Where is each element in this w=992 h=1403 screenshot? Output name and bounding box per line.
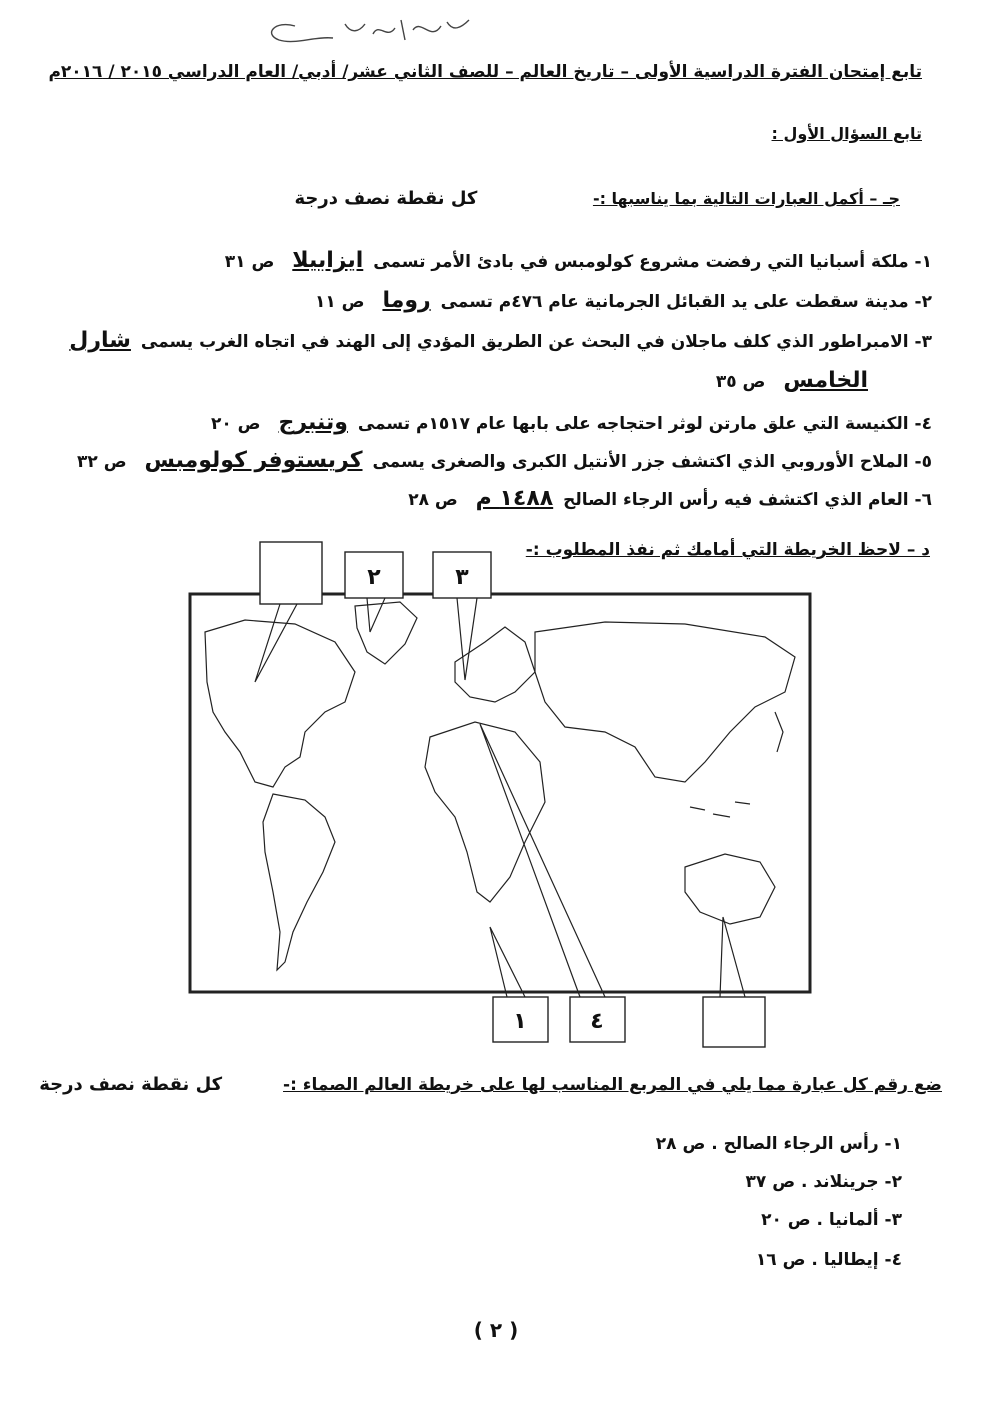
south-america-landmass [263, 794, 335, 970]
statement-2-text: ٢- مدينة سقطت على يد القبائل الجرمانية عام ٤٧٦م تسمى [440, 292, 932, 312]
africa-landmass [425, 722, 545, 902]
placement-item-4: ٤- إيطاليا . ص ١٦ [755, 1250, 902, 1270]
statement-5-page: ص ٣٢ [77, 452, 127, 472]
statement-1-page: ص ٣١ [224, 252, 275, 272]
placement-item-3: ٣- ألمانيا . ص ٢٠ [761, 1210, 902, 1230]
part-d-instruction: د – لاحظ الخريطة التي أمامك ثم نفذ المطلوب :- [525, 540, 930, 560]
statement-6 [408, 486, 932, 511]
statement-1-answer: ايزابيلا [292, 248, 364, 273]
part-e-points: كل نقطة نصف درجة [39, 1074, 223, 1095]
japan-islands [775, 712, 783, 752]
part-c-instruction-text: جـ – أكمل العبارات التالية بما يناسبها :- [592, 189, 900, 208]
map-box-top-right-label: ٣ [455, 565, 469, 590]
part-c-points: كل نقطة نصف درجة [294, 188, 478, 209]
statement-5 [77, 448, 932, 473]
statement-4 [211, 410, 932, 435]
statement-1-text: ١- ملكة أسبانيا التي رفضت مشروع كولومبس في بادئ الأمر تسمى [373, 252, 932, 272]
statement-3-answer: شارل [69, 328, 131, 353]
statement-3-text: ٣- الامبراطور الذي كلف ماجلان في البحث عن الطريق المؤدي إلى الهند في اتجاه الغرب يسمى [140, 332, 932, 352]
statement-5-answer: كريستوفر كولومبس [144, 448, 363, 473]
statement-4-answer: وتنبرج [278, 410, 348, 435]
pointer-box-top-middle [367, 598, 385, 632]
statement-3 [65, 328, 932, 353]
page-number: ( ٢ ) [473, 1318, 519, 1342]
statement-4-text: ٤- الكنيسة التي علق مارتن لوثر احتجاجه على بابها عام ١٥١٧م تسمى [357, 414, 932, 434]
statement-3-continued [716, 368, 872, 393]
statement-2-page: ص ١١ [314, 292, 365, 312]
part-c-instruction [294, 188, 900, 209]
statement-4-page: ص ٢٠ [210, 414, 261, 434]
part-e-instruction-text: ضع رقم كل عبارة مما يلي في المربع المناسب لها على خريطة العالم الصماء :- [283, 1075, 942, 1095]
handwritten-signature [255, 12, 485, 52]
placement-item-1: ١- رأس الرجاء الصالح . ص ٢٨ [655, 1134, 902, 1154]
placement-item-2: ٢- جرينلاند . ص ٣٧ [745, 1172, 902, 1192]
statement-5-text: ٥- الملاح الأوروبي الذي اكتشف جزر الأنتيل الكبرى والصغرى يسمى [372, 452, 932, 472]
statement-6-text: ٦- العام الذي اكتشف فيه رأس الرجاء الصالح [563, 490, 932, 510]
map-box-bottom-middle-label: ٤ [590, 1009, 604, 1034]
pointer-box-bottom-middle [480, 724, 605, 997]
statement-2-answer: روما [382, 288, 431, 313]
statement-1 [225, 248, 932, 273]
statement-3-page: ص ٣٥ [715, 372, 766, 392]
map-frame [190, 594, 810, 992]
part-e-instruction [39, 1074, 942, 1095]
section-title: تابع السؤال الأول : [771, 124, 922, 143]
world-map [185, 532, 915, 1034]
map-box-bottom-left-label: ١ [513, 1009, 527, 1034]
north-america-landmass [205, 620, 355, 787]
statement-3-answer-continued: الخامس [783, 368, 868, 393]
exam-header-title: تابع إمتحان الفترة الدراسية الأولى – تاريخ العالم – للصف الثاني عشر/ أدبي/ العام الدراسي ٢٠١٥ / ٢٠١٦م [48, 62, 922, 82]
greenland-landmass [355, 602, 417, 664]
pointer-box-bottom-right [720, 917, 745, 997]
asia-landmass [535, 622, 795, 782]
map-box-bottom-right [703, 997, 765, 1047]
indonesia-islands [690, 802, 750, 817]
pointer-box-top-left [255, 604, 297, 682]
map-box-top-middle-label: ٢ [367, 565, 381, 590]
map-box-top-left [260, 542, 322, 604]
pointer-box-top-right [457, 598, 477, 680]
statement-6-answer: ١٤٨٨ م [475, 486, 554, 511]
statement-2 [315, 288, 932, 313]
australia-landmass [685, 854, 775, 924]
statement-6-page: ص ٢٨ [408, 490, 458, 510]
pointer-box-bottom-left [490, 927, 525, 997]
